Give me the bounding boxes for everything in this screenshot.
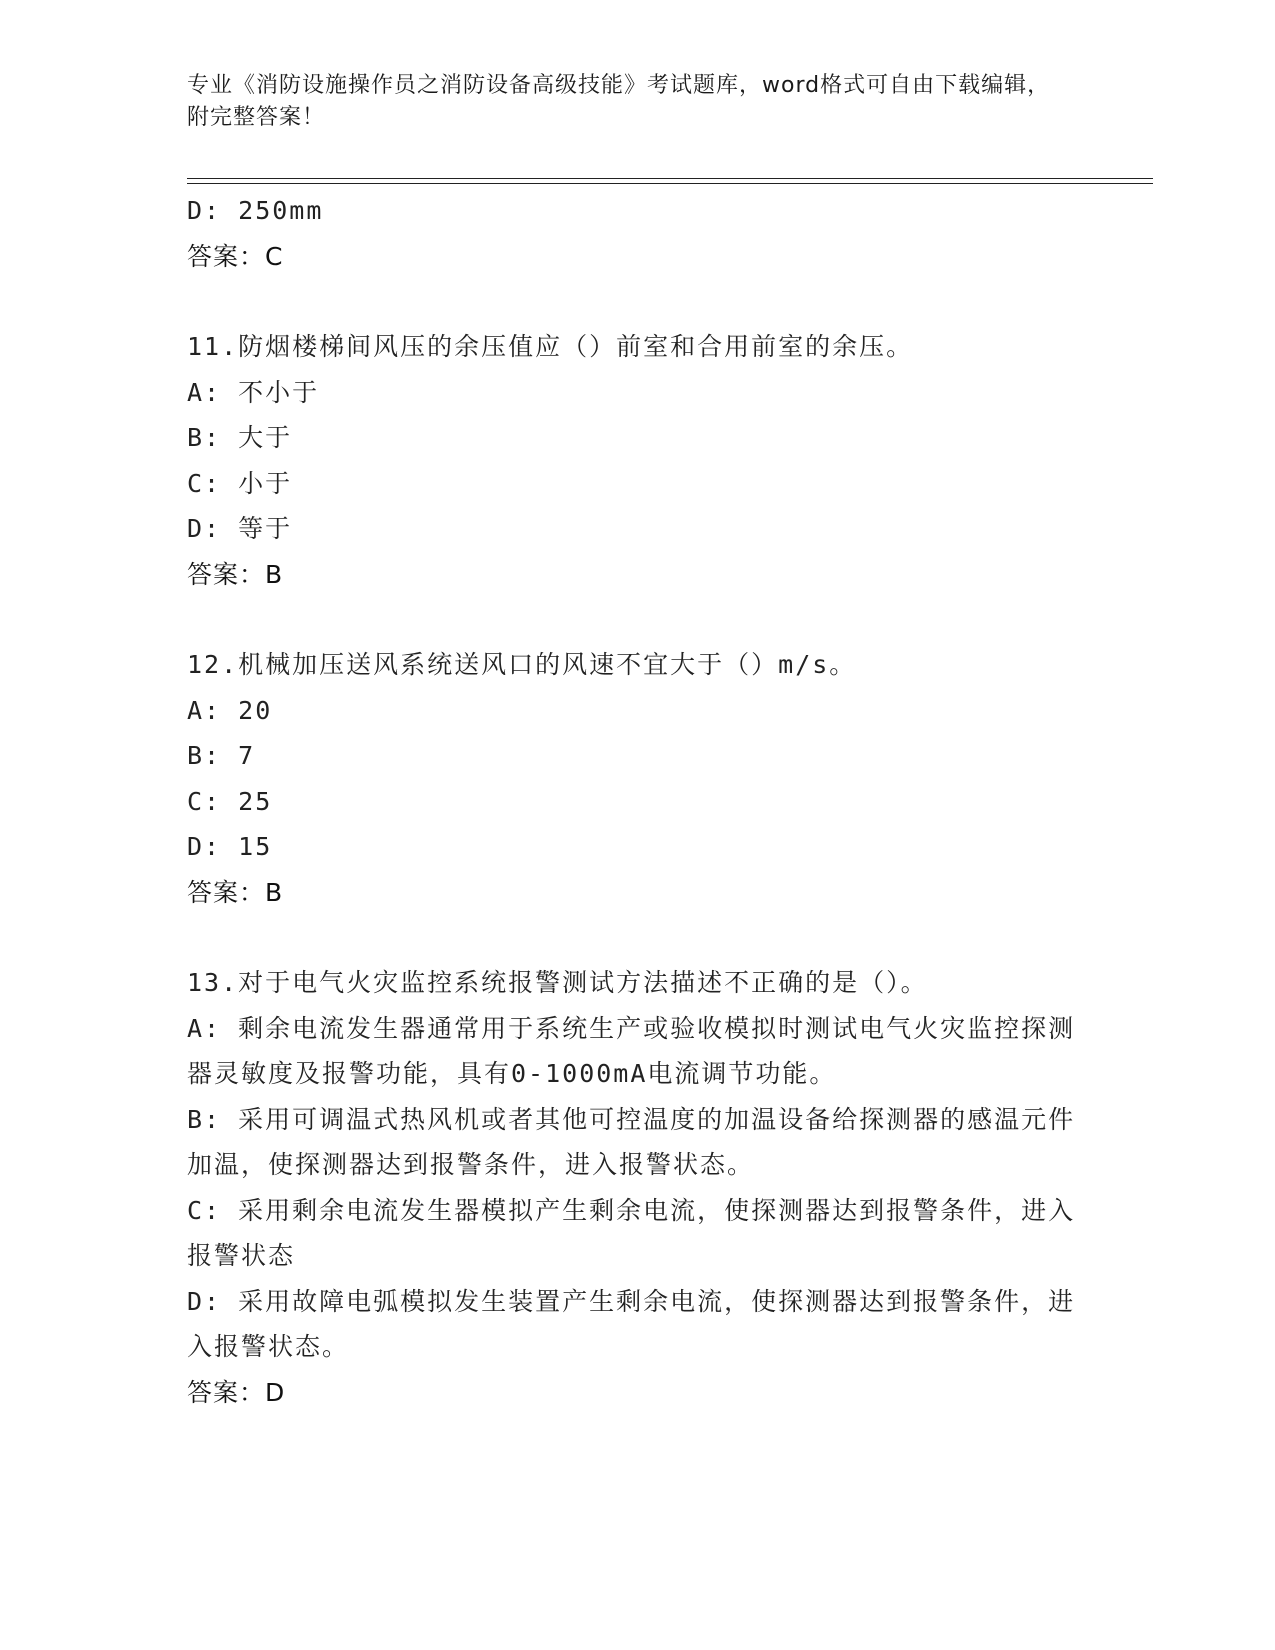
option-b: B: 大于 [187, 423, 293, 452]
option-a: A: 剩余电流发生器通常用于系统生产或验收模拟时测试电气火灾监控探测器灵敏度及报警功能，具有0-1000mA电流调节功能。 [187, 1013, 1076, 1088]
question-12 [187, 642, 1087, 915]
answer-line: 答案：D [187, 1377, 286, 1407]
option-d: D: 15 [187, 832, 273, 861]
option-d: D: 250mm [187, 196, 324, 225]
document-body [187, 188, 1087, 1415]
option-a: A: 20 [187, 695, 273, 725]
question-13 [187, 960, 1087, 1415]
option-b: B: 7 [187, 741, 256, 770]
previous-question-tail [187, 188, 1087, 279]
answer-line: 答案：B [187, 877, 284, 907]
document-header: 专业《消防设施操作员之消防设备高级技能》考试题库，word格式可自由下载编辑，附完整答案！ [187, 73, 1051, 130]
question-stem: 13.对于电气火灾监控系统报警测试方法描述不正确的是（）。 [187, 968, 928, 997]
question-stem: 12.机械加压送风系统送风口的风速不宜大于（）m/s。 [187, 650, 857, 679]
option-b: B: 采用可调温式热风机或者其他可控温度的加温设备给探测器的感温元件加温，使探测器达到报警条件，进入报警状态。 [187, 1104, 1076, 1179]
option-c: C: 采用剩余电流发生器模拟产生剩余电流，使探测器达到报警条件，进入报警状态 [187, 1195, 1076, 1270]
option-c: C: 小于 [187, 468, 293, 498]
option-d: D: 采用故障电弧模拟发生装置产生剩余电流，使探测器达到报警条件，进入报警状态。 [187, 1286, 1076, 1361]
option-a: A: 不小于 [187, 377, 320, 407]
question-stem: 11.防烟楼梯间风压的余压值应（）前室和合用前室的余压。 [187, 332, 914, 361]
question-11 [187, 324, 1087, 597]
header-rule-bottom [187, 183, 1153, 184]
header-rule-top [187, 178, 1153, 179]
option-c: C: 25 [187, 786, 273, 816]
answer-line: 答案：B [187, 559, 284, 589]
option-d: D: 等于 [187, 514, 293, 543]
answer-line: 答案：C [187, 241, 284, 271]
